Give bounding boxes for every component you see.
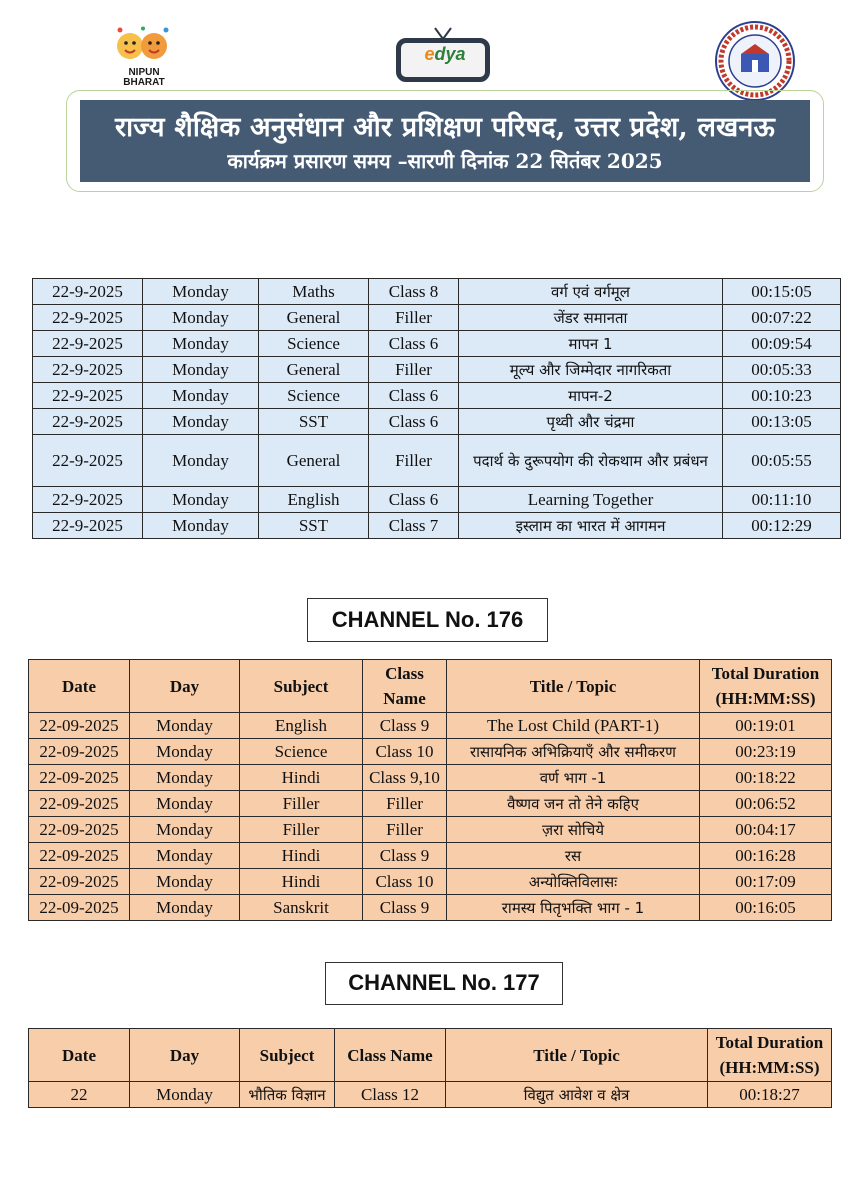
class-cell: Class 12 [335, 1082, 446, 1108]
date-cell: 22-9-2025 [33, 435, 143, 487]
topic-cell: रामस्य पितृभक्ति भाग - 1 [447, 895, 700, 921]
day-cell: Monday [130, 869, 240, 895]
class-cell: Class 9 [363, 895, 447, 921]
table-header-row [29, 660, 832, 713]
table-row [33, 435, 841, 487]
header-subject: Subject [240, 660, 363, 713]
duration-cell: 00:18:22 [700, 765, 832, 791]
topic-cell: विद्युत आवेश व क्षेत्र [446, 1082, 708, 1108]
duration-cell: 00:12:29 [723, 513, 841, 539]
page-subtitle: कार्यक्रम प्रसारण समय –सारणी दिनांक 22 सितंबर 2025 [227, 149, 663, 173]
day-cell: Monday [143, 331, 259, 357]
subject-cell: Science [240, 739, 363, 765]
topic-cell: मापन 1 [459, 331, 723, 357]
class-cell: Class 6 [369, 331, 459, 357]
table-row [33, 487, 841, 513]
topic-cell: मूल्य और जिम्मेदार नागरिकता [459, 357, 723, 383]
evidya-e: e [424, 44, 435, 64]
duration-cell: 00:09:54 [723, 331, 841, 357]
subject-cell: General [259, 305, 369, 331]
schedule-table-continued [32, 278, 841, 539]
topic-cell: अन्योक्तिविलासः [447, 869, 700, 895]
date-cell: 22 [29, 1082, 130, 1108]
channel-177-label: CHANNEL No. 177 [325, 962, 563, 1005]
table-row [33, 383, 841, 409]
subject-cell: भौतिक विज्ञान [240, 1082, 335, 1108]
subject-cell: Maths [259, 279, 369, 305]
table-row [29, 869, 832, 895]
class-cell: Filler [369, 357, 459, 383]
duration-cell: 00:19:01 [700, 713, 832, 739]
day-cell: Monday [143, 487, 259, 513]
table-row [33, 409, 841, 435]
subject-cell: Sanskrit [240, 895, 363, 921]
nipun-bharat-logo [108, 20, 178, 90]
page-title: राज्य शैक्षिक अनुसंधान और प्रशिक्षण परिषद, उत्तर प्रदेश, लखनऊ [115, 112, 775, 143]
duration-cell: 00:13:05 [723, 409, 841, 435]
date-cell: 22-9-2025 [33, 383, 143, 409]
day-cell: Monday [130, 713, 240, 739]
table-row [29, 765, 832, 791]
table-row [33, 357, 841, 383]
date-cell: 22-9-2025 [33, 513, 143, 539]
table-row [33, 331, 841, 357]
subject-cell: Science [259, 383, 369, 409]
day-cell: Monday [130, 843, 240, 869]
header-day: Day [130, 660, 240, 713]
class-cell: Filler [369, 435, 459, 487]
topic-cell: पृथ्वी और चंद्रमा [459, 409, 723, 435]
date-cell: 22-09-2025 [29, 817, 130, 843]
duration-cell: 00:11:10 [723, 487, 841, 513]
duration-cell: 00:15:05 [723, 279, 841, 305]
subject-cell: Filler [240, 817, 363, 843]
header-date: Date [29, 660, 130, 713]
date-cell: 22-09-2025 [29, 895, 130, 921]
date-cell: 22-9-2025 [33, 487, 143, 513]
table-row [29, 843, 832, 869]
subject-cell: Filler [240, 791, 363, 817]
table-row [29, 1082, 832, 1108]
topic-cell: वैष्णव जन तो तेने कहिए [447, 791, 700, 817]
subject-cell: General [259, 435, 369, 487]
evidya-logo [394, 26, 496, 86]
date-cell: 22-9-2025 [33, 305, 143, 331]
class-cell: Class 9 [363, 843, 447, 869]
day-cell: Monday [130, 817, 240, 843]
date-cell: 22-09-2025 [29, 713, 130, 739]
class-cell: Filler [363, 817, 447, 843]
channel-177-table [28, 1028, 832, 1108]
header-class-name: Class Name [335, 1029, 446, 1082]
table-row [33, 513, 841, 539]
table-header-row [29, 1029, 832, 1082]
table-row [29, 713, 832, 739]
subject-cell: Hindi [240, 843, 363, 869]
header-date: Date [29, 1029, 130, 1082]
date-cell: 22-09-2025 [29, 869, 130, 895]
evidya-dya: dya [434, 44, 466, 64]
header-day: Day [130, 1029, 240, 1082]
duration-cell: 00:18:27 [708, 1082, 832, 1108]
table-row [29, 739, 832, 765]
class-cell: Class 6 [369, 383, 459, 409]
day-cell: Monday [130, 895, 240, 921]
topic-cell: वर्ग एवं वर्गमूल [459, 279, 723, 305]
header-title-topic: Title / Topic [446, 1029, 708, 1082]
table-row [33, 279, 841, 305]
subject-cell: Hindi [240, 869, 363, 895]
topic-cell: जेंडर समानता [459, 305, 723, 331]
subject-cell: SST [259, 409, 369, 435]
duration-cell: 00:10:23 [723, 383, 841, 409]
duration-cell: 00:16:05 [700, 895, 832, 921]
class-cell: Class 7 [369, 513, 459, 539]
topic-cell: मापन-2 [459, 383, 723, 409]
topic-cell: The Lost Child (PART-1) [447, 713, 700, 739]
class-cell: Class 9 [363, 713, 447, 739]
day-cell: Monday [143, 383, 259, 409]
subject-cell: English [259, 487, 369, 513]
day-cell: Monday [143, 305, 259, 331]
subject-cell: Hindi [240, 765, 363, 791]
children-faces-icon [112, 26, 174, 66]
day-cell: Monday [130, 791, 240, 817]
table-row [29, 895, 832, 921]
date-cell: 22-9-2025 [33, 357, 143, 383]
date-cell: 22-09-2025 [29, 843, 130, 869]
subject-cell: Science [259, 331, 369, 357]
date-cell: 22-09-2025 [29, 765, 130, 791]
header-class-name: Class Name [363, 660, 447, 713]
topic-cell: पदार्थ के दुरूपयोग की रोकथाम और प्रबंधन [459, 435, 723, 487]
duration-cell: 00:06:52 [700, 791, 832, 817]
day-cell: Monday [130, 765, 240, 791]
date-cell: 22-9-2025 [33, 331, 143, 357]
class-cell: Filler [363, 791, 447, 817]
duration-cell: 00:04:17 [700, 817, 832, 843]
header-banner [80, 100, 810, 182]
subject-cell: General [259, 357, 369, 383]
date-cell: 22-09-2025 [29, 791, 130, 817]
header-total-duration: Total Duration (HH:MM:SS) [708, 1029, 832, 1082]
topic-cell: ज़रा सोचिये [447, 817, 700, 843]
day-cell: Monday [143, 409, 259, 435]
header-title-topic: Title / Topic [447, 660, 700, 713]
date-cell: 22-09-2025 [29, 739, 130, 765]
day-cell: Monday [143, 357, 259, 383]
table-row [33, 305, 841, 331]
header-total-duration: Total Duration (HH:MM:SS) [700, 660, 832, 713]
day-cell: Monday [143, 513, 259, 539]
class-cell: Class 8 [369, 279, 459, 305]
channel-176-label: CHANNEL No. 176 [307, 598, 548, 642]
subject-cell: SST [259, 513, 369, 539]
class-cell: Filler [369, 305, 459, 331]
class-cell: Class 9,10 [363, 765, 447, 791]
topic-cell: Learning Together [459, 487, 723, 513]
header-subject: Subject [240, 1029, 335, 1082]
duration-cell: 00:17:09 [700, 869, 832, 895]
subject-cell: English [240, 713, 363, 739]
duration-cell: 00:16:28 [700, 843, 832, 869]
duration-cell: 00:05:55 [723, 435, 841, 487]
duration-cell: 00:05:33 [723, 357, 841, 383]
date-cell: 22-9-2025 [33, 279, 143, 305]
table-row [29, 817, 832, 843]
day-cell: Monday [143, 279, 259, 305]
day-cell: Monday [130, 1082, 240, 1108]
topic-cell: रासायनिक अभिक्रियाएँ और समीकरण [447, 739, 700, 765]
day-cell: Monday [143, 435, 259, 487]
topic-cell: रस [447, 843, 700, 869]
day-cell: Monday [130, 739, 240, 765]
duration-cell: 00:23:19 [700, 739, 832, 765]
channel-176-table [28, 659, 832, 921]
nipun-bharat-caption: NIPUN BHARAT [123, 67, 165, 88]
class-cell: Class 10 [363, 869, 447, 895]
duration-cell: 00:07:22 [723, 305, 841, 331]
class-cell: Class 10 [363, 739, 447, 765]
evidya-wordmark [400, 44, 490, 65]
date-cell: 22-9-2025 [33, 409, 143, 435]
topic-cell: इस्लाम का भारत में आगमन [459, 513, 723, 539]
topic-cell: वर्ण भाग -1 [447, 765, 700, 791]
class-cell: Class 6 [369, 487, 459, 513]
table-row [29, 791, 832, 817]
class-cell: Class 6 [369, 409, 459, 435]
